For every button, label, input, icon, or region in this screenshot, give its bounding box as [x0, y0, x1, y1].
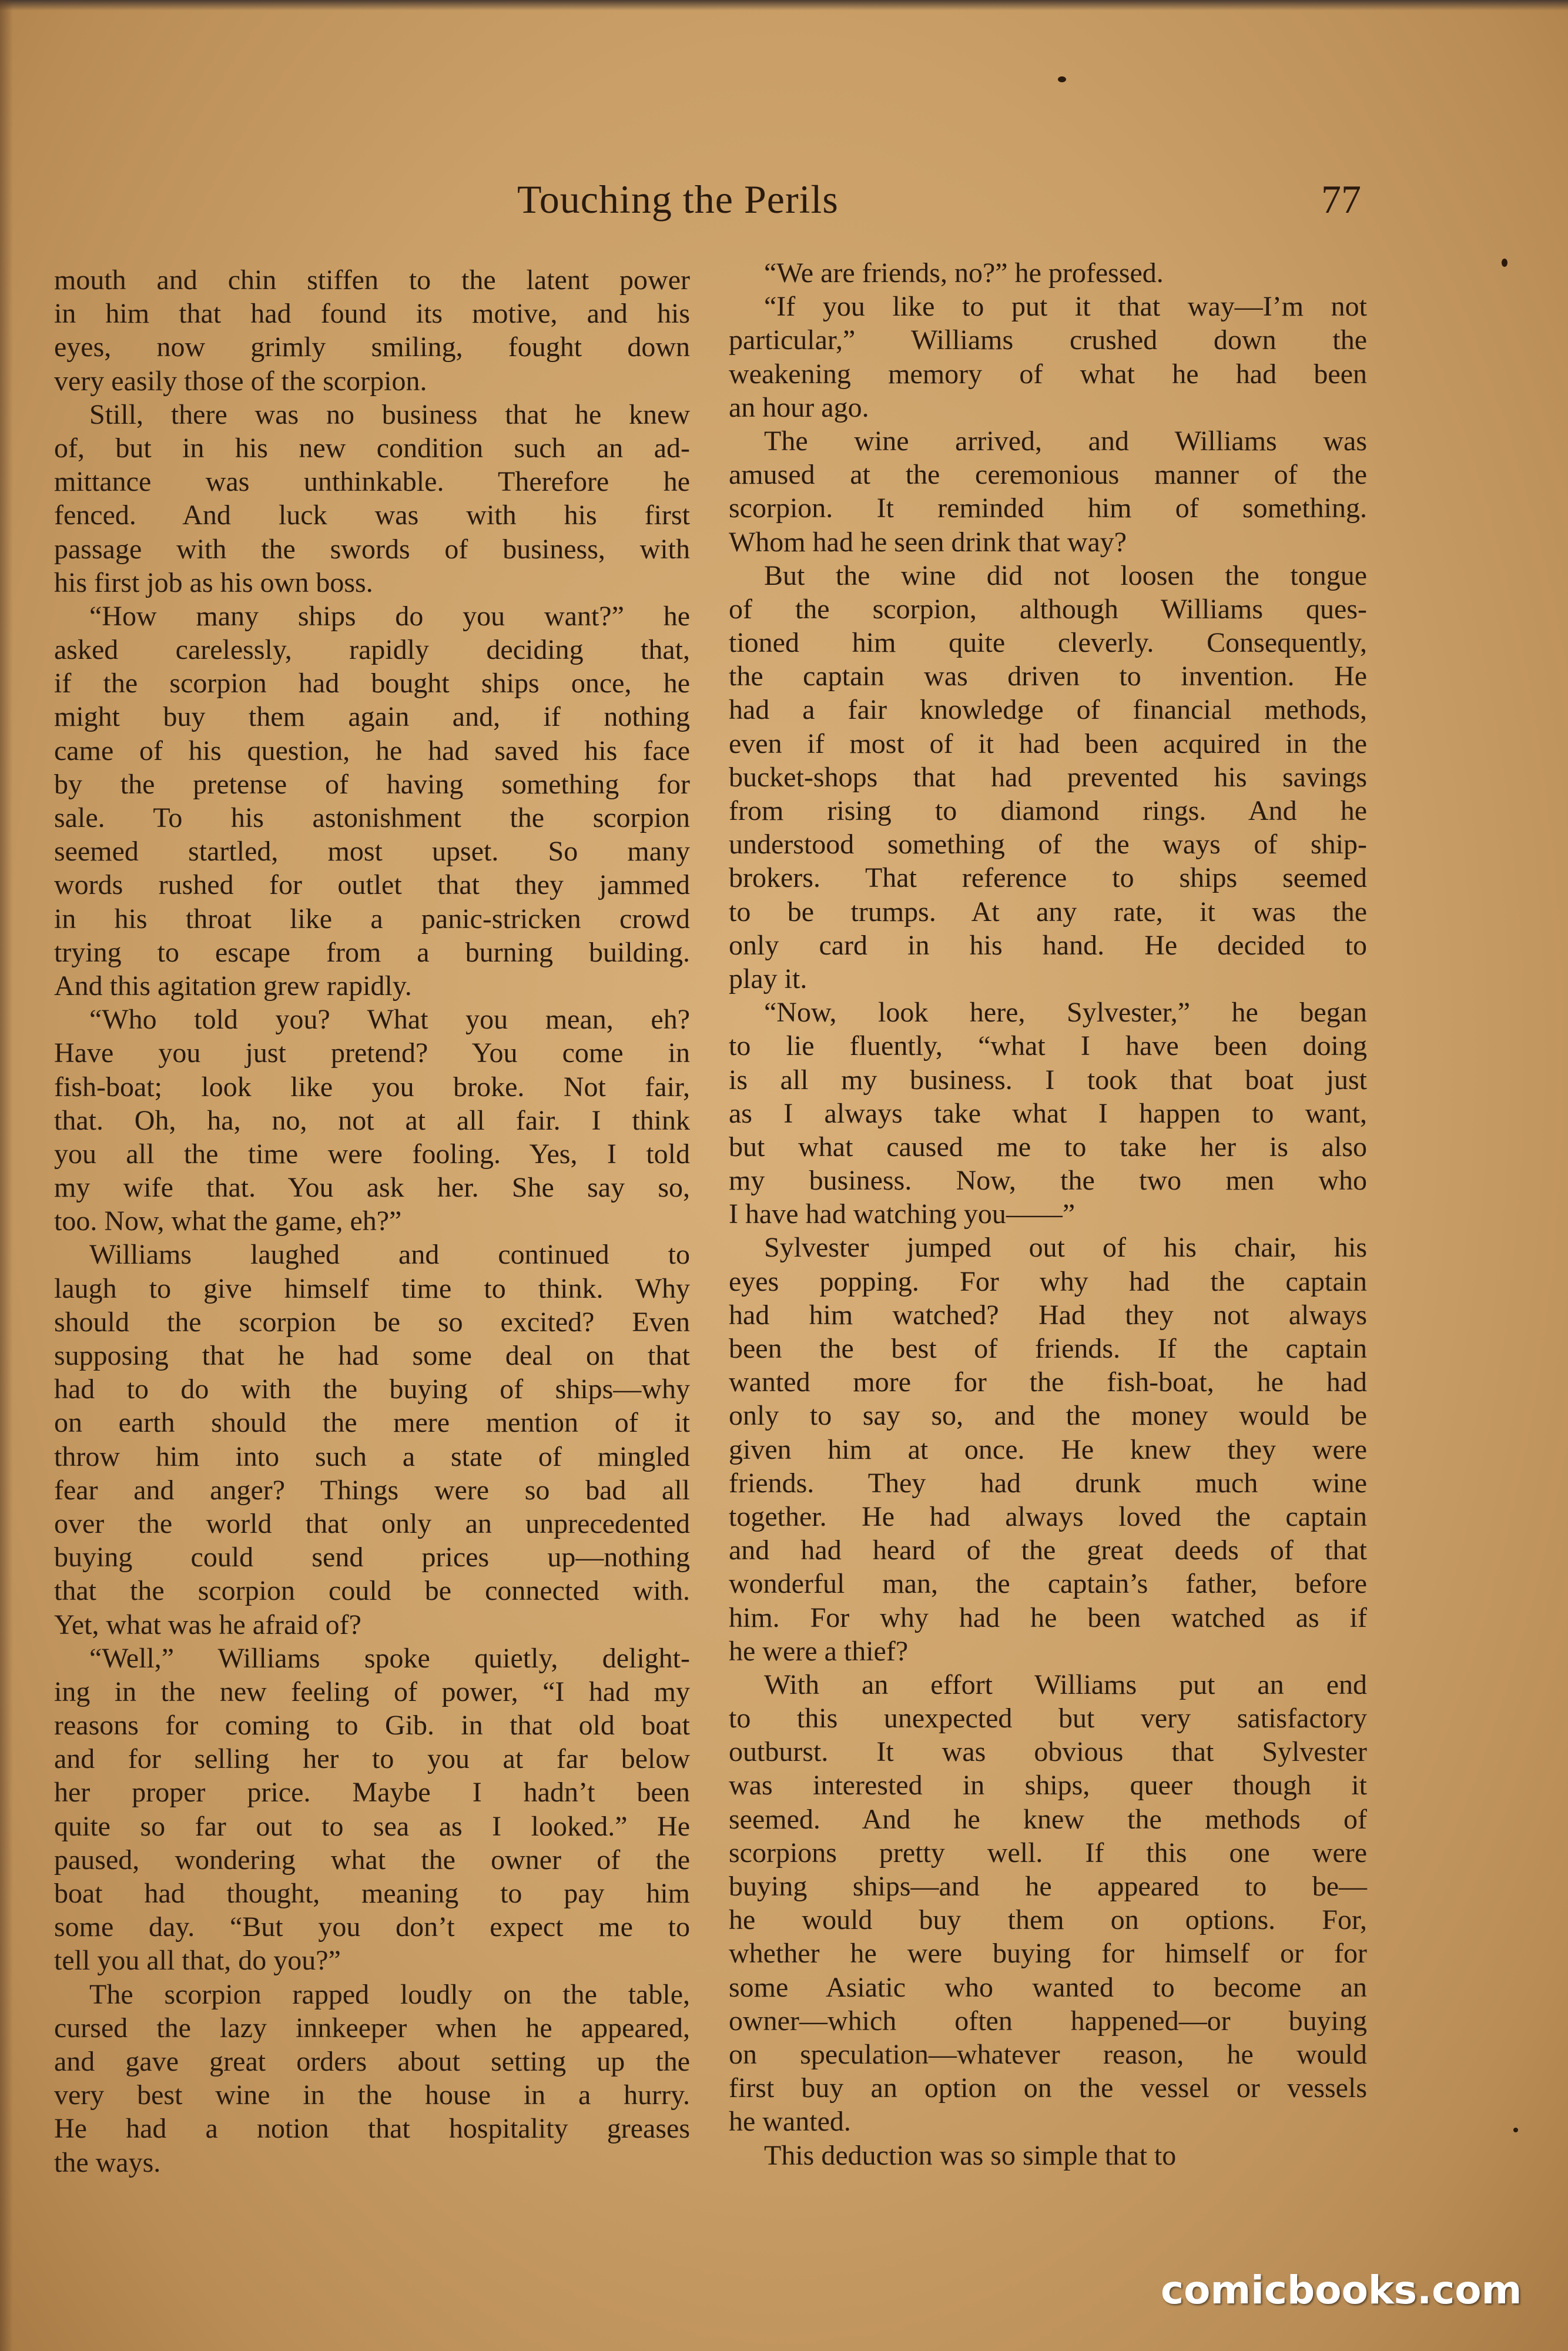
- text-line: supposing that he had some deal on that: [54, 1340, 690, 1371]
- text-line: seemed startled, most upset. So many: [54, 836, 690, 868]
- text-line: very best wine in the house in a hurry.: [54, 2079, 690, 2111]
- text-line: “How many ships do you want?” he: [89, 600, 690, 632]
- text-line: boat had thought, meaning to pay him: [54, 1878, 690, 1909]
- page-number: 77: [1321, 177, 1361, 222]
- text-line: to be trumps. At any rate, it was the: [729, 896, 1367, 927]
- text-line: is all my business. I took that boat just: [729, 1064, 1367, 1096]
- text-line: tioned him quite cleverly. Consequently,: [729, 627, 1367, 659]
- text-line: of, but in his new condition such an ad-: [54, 432, 690, 464]
- text-line: the ways.: [54, 2146, 161, 2178]
- text-line: “Now, look here, Sylvester,” he began: [764, 997, 1367, 1029]
- text-line: by the pretense of having something for: [54, 768, 690, 800]
- text-line: trying to escape from a burning building.: [54, 936, 690, 968]
- text-line: The wine arrived, and Williams was: [764, 425, 1367, 457]
- text-line: that the scorpion could be connected with.: [54, 1575, 690, 1607]
- text-line: throw him into such a state of mingled: [54, 1441, 690, 1472]
- text-line: had a fair knowledge of financial methods,: [729, 694, 1367, 726]
- text-line: owner—which often happened—or buying: [729, 2005, 1367, 2037]
- text-line: only to say so, and the money would be: [729, 1400, 1367, 1432]
- text-line: to lie fluently, “what I have been doing: [729, 1030, 1367, 1062]
- text-line: The scorpion rapped loudly on the table,: [89, 1978, 690, 2010]
- text-line: outburst. It was obvious that Sylvester: [729, 1736, 1367, 1768]
- text-line: you all the time were fooling. Yes, I told: [54, 1138, 690, 1170]
- text-line: And this agitation grew rapidly.: [54, 970, 412, 1002]
- text-line: cursed the lazy innkeeper when he appeared,: [54, 2012, 690, 2044]
- text-line: tell you all that, do you?”: [54, 1945, 341, 1977]
- text-line: amused at the ceremonious manner of the: [729, 459, 1367, 491]
- text-line: Sylvester jumped out of his chair, his: [764, 1232, 1367, 1264]
- text-line: first buy an option on the vessel or vessels: [729, 2072, 1367, 2104]
- text-line: her proper price. Maybe I hadn’t been: [54, 1777, 690, 1809]
- text-line: ing in the new feeling of power, “I had my: [54, 1676, 690, 1707]
- text-line: some Asiatic who wanted to become an: [729, 1971, 1367, 2003]
- text-line: he would buy them on options. For,: [729, 1904, 1367, 1936]
- text-line: Whom had he seen drink that way?: [729, 526, 1127, 558]
- text-line: if the scorpion had bought ships once, he: [54, 668, 690, 699]
- text-line: eyes popping. For why had the captain: [729, 1265, 1367, 1297]
- text-line: friends. They had drunk much wine: [729, 1467, 1367, 1499]
- text-line: passage with the swords of business, with: [54, 533, 690, 565]
- text-line: an hour ago.: [729, 391, 869, 423]
- text-line: Still, there was no business that he knew: [89, 398, 690, 430]
- text-line: This deduction was so simple that to: [764, 2139, 1177, 2171]
- text-line: very easily those of the scorpion.: [54, 365, 427, 397]
- text-line: on speculation—whatever reason, he would: [729, 2038, 1367, 2070]
- text-line: of the scorpion, although Williams ques-: [729, 593, 1367, 625]
- right-text-column: [729, 256, 1367, 2172]
- text-line: “Well,” Williams spoke quietly, delight-: [89, 1642, 690, 1674]
- text-line: But the wine did not loosen the tongue: [764, 560, 1367, 591]
- text-line: over the world that only an unprecedented: [54, 1508, 690, 1539]
- text-line: brokers. That reference to ships seemed: [729, 862, 1367, 894]
- text-line: too. Now, what the game, eh?”: [54, 1205, 402, 1237]
- text-line: he were a thief?: [729, 1635, 909, 1667]
- text-line: my wife that. You ask her. She say so,: [54, 1172, 690, 1204]
- text-line: even if most of it had been acquired in the: [729, 728, 1367, 759]
- text-line: should the scorpion be so excited? Even: [54, 1306, 690, 1338]
- text-line: quite so far out to sea as I looked.” He: [54, 1810, 690, 1842]
- text-line: Yet, what was he afraid of?: [54, 1609, 361, 1640]
- text-line: given him at once. He knew they were: [729, 1434, 1367, 1465]
- text-line: paused, wondering what the owner of the: [54, 1844, 690, 1876]
- text-line: I have had watching you——”: [729, 1198, 1076, 1230]
- text-line: in his throat like a panic-stricken crowd: [54, 903, 690, 935]
- text-line: his first job as his own boss.: [54, 567, 373, 598]
- text-line: him. For why had he been watched as if: [729, 1602, 1367, 1633]
- text-line: mouth and chin stiffen to the latent power: [54, 264, 690, 296]
- text-line: might buy them again and, if nothing: [54, 701, 690, 733]
- scan-left-edge: [0, 0, 13, 2351]
- text-line: He had a notion that hospitality greases: [54, 2113, 690, 2145]
- text-line: he wanted.: [729, 2106, 851, 2138]
- text-line: in him that had found its motive, and his: [54, 298, 690, 330]
- text-line: words rushed for outlet that they jammed: [54, 869, 690, 901]
- running-title: Touching the Perils: [517, 177, 839, 222]
- text-line: sale. To his astonishment the scorpion: [54, 802, 690, 833]
- text-line: asked carelessly, rapidly deciding that,: [54, 634, 690, 666]
- text-line: play it.: [729, 963, 808, 994]
- text-line: only card in his hand. He decided to: [729, 929, 1367, 961]
- text-line: fish-boat; look like you broke. Not fair,: [54, 1071, 690, 1103]
- scan-top-edge: [0, 0, 1568, 11]
- text-line: on earth should the mere mention of it: [54, 1407, 690, 1439]
- text-line: to this unexpected but very satisfactory: [729, 1703, 1367, 1734]
- text-line: my business. Now, the two men who: [729, 1165, 1367, 1197]
- text-line: some day. “But you don’t expect me to: [54, 1911, 690, 1943]
- text-line: “Who told you? What you mean, eh?: [89, 1004, 690, 1036]
- text-line: wonderful man, the captain’s father, before: [729, 1568, 1367, 1600]
- text-line: been the best of friends. If the captain: [729, 1333, 1367, 1364]
- text-line: understood something of the ways of ship-: [729, 829, 1367, 860]
- text-line: particular,” Williams crushed down the: [729, 324, 1367, 356]
- text-line: from rising to diamond rings. And he: [729, 795, 1367, 826]
- text-line: that. Oh, ha, no, not at all fair. I think: [54, 1104, 690, 1136]
- text-line: laugh to give himself time to think. Why: [54, 1272, 690, 1304]
- text-line: but what caused me to take her is also: [729, 1131, 1367, 1163]
- text-line: scorpions pretty well. If this one were: [729, 1837, 1367, 1868]
- text-line: buying ships—and he appeared to be—: [729, 1871, 1367, 1902]
- text-line: buying could send prices up—nothing: [54, 1542, 690, 1573]
- text-line: scorpion. It reminded him of something.: [729, 493, 1367, 524]
- text-line: together. He had always loved the captain: [729, 1501, 1367, 1532]
- text-line: and gave great orders about setting up the: [54, 2045, 690, 2077]
- text-line: had him watched? Had they not always: [729, 1299, 1367, 1331]
- text-line: Have you just pretend? You come in: [54, 1037, 690, 1069]
- text-line: bucket-shops that had prevented his savings: [729, 761, 1367, 793]
- text-line: reasons for coming to Gib. in that old boat: [54, 1710, 690, 1742]
- text-line: as I always take what I happen to want,: [729, 1097, 1367, 1129]
- text-line: wanted more for the fish-boat, he had: [729, 1367, 1367, 1398]
- text-line: and had heard of the great deeds of that: [729, 1535, 1367, 1566]
- watermark-text: comicbooks.com: [1161, 2268, 1522, 2313]
- text-line: “We are friends, no?” he professed.: [764, 257, 1164, 289]
- text-line: eyes, now grimly smiling, fought down: [54, 331, 690, 363]
- text-line: Williams laughed and continued to: [89, 1239, 690, 1271]
- text-line: weakening memory of what he had been: [729, 358, 1367, 390]
- text-line: mittance was unthinkable. Therefore he: [54, 466, 690, 498]
- text-line: “If you like to put it that way—I’m not: [764, 291, 1367, 323]
- left-text-column: [54, 263, 690, 2179]
- text-line: With an effort Williams put an end: [764, 1669, 1367, 1700]
- text-line: whether he were buying for himself or for: [729, 1938, 1367, 1970]
- text-line: had to do with the buying of ships—why: [54, 1374, 690, 1405]
- text-line: was interested in ships, queer though it: [729, 1770, 1367, 1801]
- text-line: seemed. And he knew the methods of: [729, 1803, 1367, 1835]
- text-line: came of his question, he had saved his face: [54, 735, 690, 766]
- text-line: fear and anger? Things were so bad all: [54, 1474, 690, 1506]
- text-line: fenced. And luck was with his first: [54, 500, 690, 531]
- text-line: the captain was driven to invention. He: [729, 661, 1367, 692]
- text-line: and for selling her to you at far below: [54, 1743, 690, 1775]
